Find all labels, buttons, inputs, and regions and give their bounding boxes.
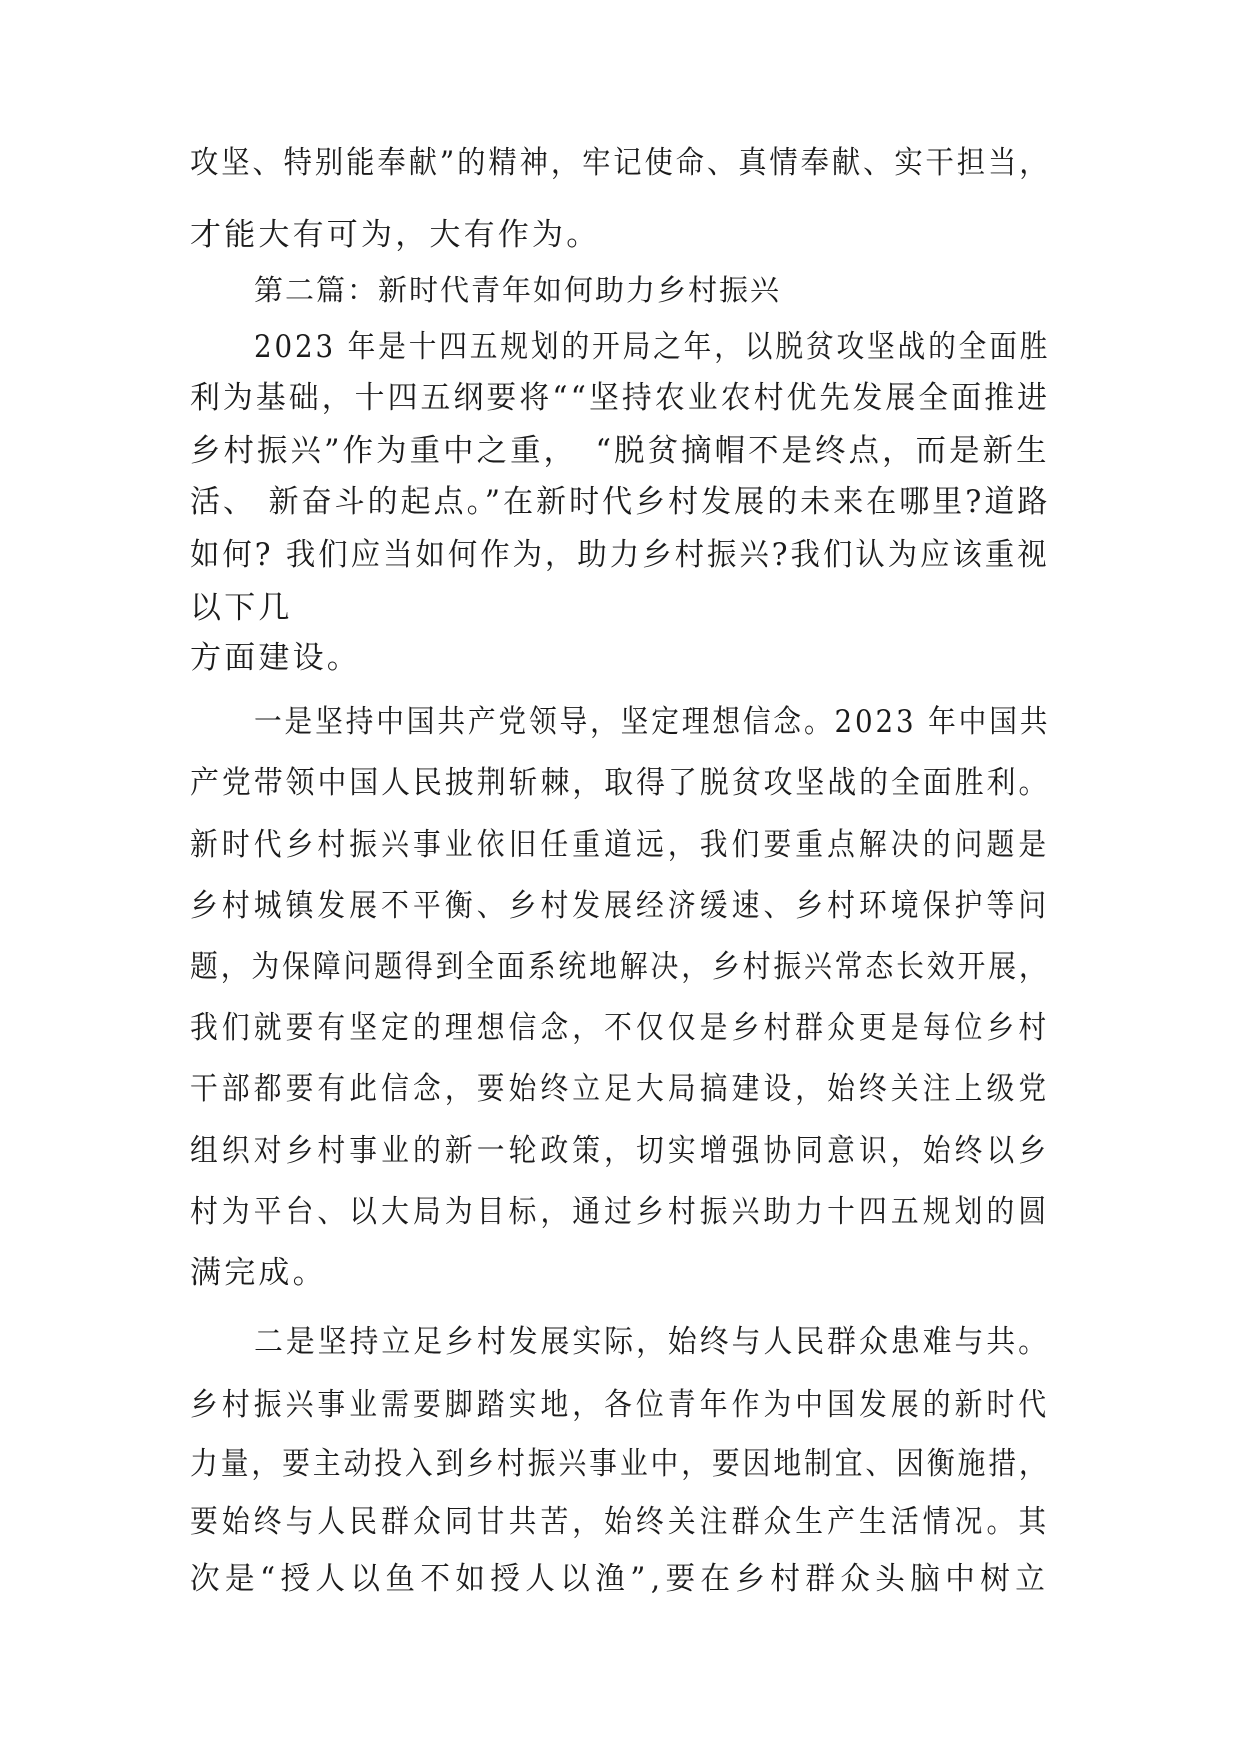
text-line: 一是坚持中国共产党领导，坚定理想信念。2023 年中国共 [254, 704, 1051, 740]
text-line: 力量，要主动投入到乡村振兴事业中，要因地制宜、因衡施措， [190, 1446, 1050, 1482]
text-line: 组织对乡村事业的新一轮政策，切实增强协同意识，始终以乡 [190, 1133, 1051, 1169]
text-line: 新时代乡村振兴事业依旧任重道远，我们要重点解决的问题是 [190, 827, 1051, 863]
text-line: 二是坚持立足乡村发展实际，始终与人民群众患难与共。 [254, 1324, 1051, 1360]
text-line: 要始终与人民群众同甘共苦，始终关注群众生产生活情况。其 [190, 1504, 1051, 1540]
text-line: 攻坚、特别能奉献”的精神，牢记使命、真情奉献、实干担当， [190, 145, 1051, 181]
text-line: 以下几 [190, 590, 293, 626]
text-line: 我们就要有坚定的理想信念，不仅仅是乡村群众更是每位乡村 [190, 1010, 1051, 1046]
section-heading: 第二篇：新时代青年如何助力乡村振兴 [254, 273, 782, 307]
text-line: 方面建设。 [190, 640, 361, 676]
text-line: 乡村振兴事业需要脚踏实地，各位青年作为中国发展的新时代 [190, 1387, 1051, 1423]
text-line: 乡村振兴”作为重中之重， “脱贫摘帽不是终点，而是新生 [190, 433, 1050, 469]
text-line: 次是“授人以鱼不如授人以渔”,要在乡村群众头脑中树立 [190, 1561, 1051, 1597]
text-line: 活、 新奋斗的起点。”在新时代乡村发展的未来在哪里?道路 [190, 484, 1051, 520]
text-line: 利为基础，十四五纲要将““坚持农业农村优先发展全面推进 [190, 380, 1051, 416]
text-line: 2023 年是十四五规划的开局之年，以脱贫攻坚战的全面胜 [254, 329, 1051, 365]
text-line: 满完成。 [190, 1255, 327, 1291]
text-line: 题，为保障问题得到全面系统地解决，乡村振兴常态长效开展， [190, 949, 1050, 985]
text-line: 乡村城镇发展不平衡、乡村发展经济缓速、乡村环境保护等问 [190, 888, 1051, 924]
text-line: 产党带领中国人民披荆斩棘，取得了脱贫攻坚战的全面胜利。 [190, 765, 1051, 801]
text-line: 干部都要有此信念，要始终立足大局搞建设，始终关注上级党 [190, 1071, 1051, 1107]
text-line: 村为平台、以大局为目标，通过乡村振兴助力十四五规划的圆 [190, 1194, 1051, 1230]
text-line: 才能大有可为，大有作为。 [190, 217, 601, 253]
text-line: 如何? 我们应当如何作为，助力乡村振兴?我们认为应该重视 [190, 537, 1050, 573]
